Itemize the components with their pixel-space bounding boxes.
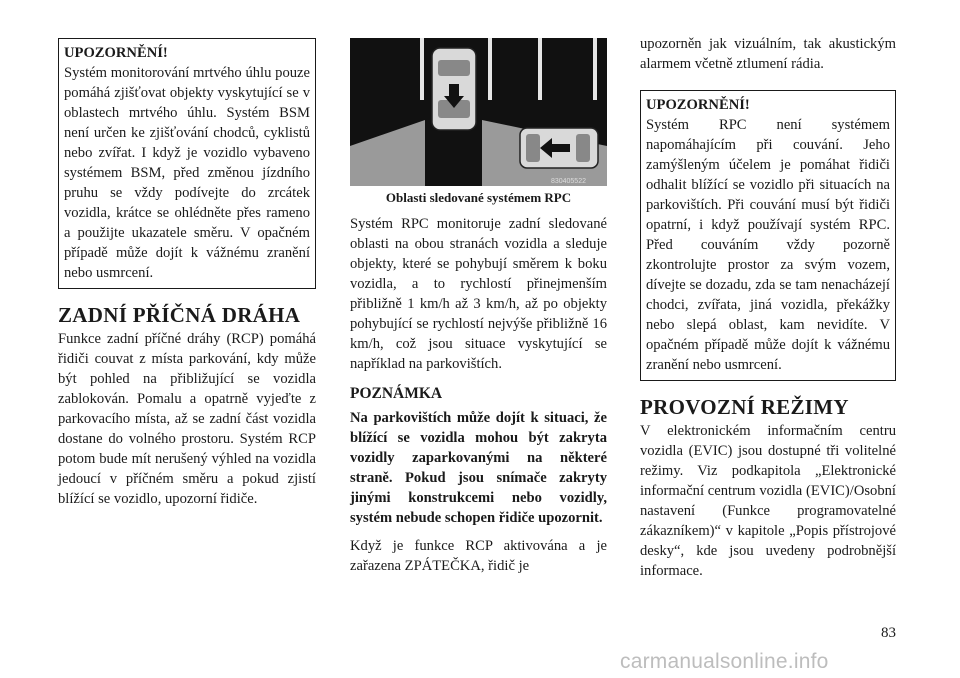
- rpc-detection-zones-figure: [350, 38, 607, 186]
- bsm-warning-box: [58, 38, 316, 289]
- right-column: [640, 34, 896, 581]
- modes-paragraph: V elektronickém informačním centru vozidla (EVIC) jsou dostupné tři volitelné režimy. Viz podkapitola „Elektronické informační centrum vozidla (EVIC)/Osobní nastavení (Funkce programovatelné zákazníkem)“ v kapitole „Popis přístrojové desky“, kde jsou uvedeny podrobnější informace.: [640, 423, 896, 579]
- warning-text: Systém monitorování mrtvého úhlu pouze pomáhá zjišťovat objekty vyskytující se v oblastech mrtvého úhlu. Systém BSM není určen ke zjišťování chodců, cyklistů nebo zvířat. I když je vozidlo vybaveno systémem BSM, před změnou jízdního pruhu se vždy podívejte do zrcátek vozidla, krátce se ohlédněte přes rameno a použijte ukazatele směru. V opačném případě může dojít k vážnému zranění nebo usmrcení.: [64, 65, 310, 281]
- note-heading: POZNÁMKA: [350, 385, 443, 402]
- note-text: Na parkovištích může dojít k situaci, že blížící se vozidla mohou být zakryta vozidly zaparkovanými na některé straně. Pokud jsou snímače zakryty jinými konstrukcemi nebo vozidly, systém nebude schopen řidiče upozornit.: [350, 410, 607, 526]
- rpc-warning-box: [640, 90, 896, 381]
- page-number: 83: [881, 625, 896, 641]
- rpc-monitoring-paragraph: Systém RPC monitoruje zadní sledované oblasti na obou stranách vozidla a sleduje objekty, které se pohybují směrem k boku vozidla, a to rychlostí přinejmenším přibližně 1 km/h až 3 km/h, až po objekty pohybující se rychlostí nejvýše přibližně 16 km/h, což jsou situace vyskytující se například na parkovištích.: [350, 216, 607, 372]
- rcp-activation-paragraph: Když je funkce RCP aktivována a je zařazena ZPÁTEČKA, řidič je: [350, 538, 607, 574]
- watermark: carmanualsonline.info: [620, 650, 829, 673]
- section-heading-rcp: ZADNÍ PŘÍČNÁ DRÁHA: [58, 303, 301, 327]
- left-column: [58, 38, 316, 509]
- figure-caption: Oblasti sledované systémem RPC: [385, 190, 572, 205]
- rcp-intro-paragraph: Funkce zadní příčné dráhy (RCP) pomáhá řidiči couvat z místa parkování, kdy může být pohled na přibližující se vozidla zablokován. Pomalu a opatrně vyjeďte z parkovacího místa, až se zadní část vozidla dostane do volného prostoru. Systém RCP potom bude mít nerušený výhled na vozidla jedoucí v příčném směru a pokud zjistí blížící se vozidlo, upozorní řidiče.: [58, 331, 316, 507]
- figure-code: 830405522: [550, 178, 586, 185]
- middle-column: [350, 38, 607, 576]
- section-heading-modes: PROVOZNÍ REŽIMY: [640, 395, 849, 419]
- alarm-paragraph: upozorněn jak vizuálním, tak akustickým alarmem včetně ztlumení rádia.: [640, 36, 896, 72]
- warning-title: UPOZORNĚNÍ!: [64, 45, 168, 61]
- warning-title: UPOZORNĚNÍ!: [646, 97, 750, 113]
- warning-text: Systém RPC není systémem napomáhajícím při couvání. Jeho zamýšleným účelem je pomáhat řidiči odhalit blížící se vozidlo při situacích na parkovištích. Při couvání musí být řidiči opatrní, i když používají systém RPC. Před couváním vždy pozorně zkontrolujte prostor za svým vozem, dívejte se dozadu, zda se tam nenacházejí chodci, zvířata, jiná vozidla, překážky nebo slepá oblast, kam nevidíte. V opačném případě může dojít k vážnému zranění nebo usmrcení.: [646, 117, 890, 373]
